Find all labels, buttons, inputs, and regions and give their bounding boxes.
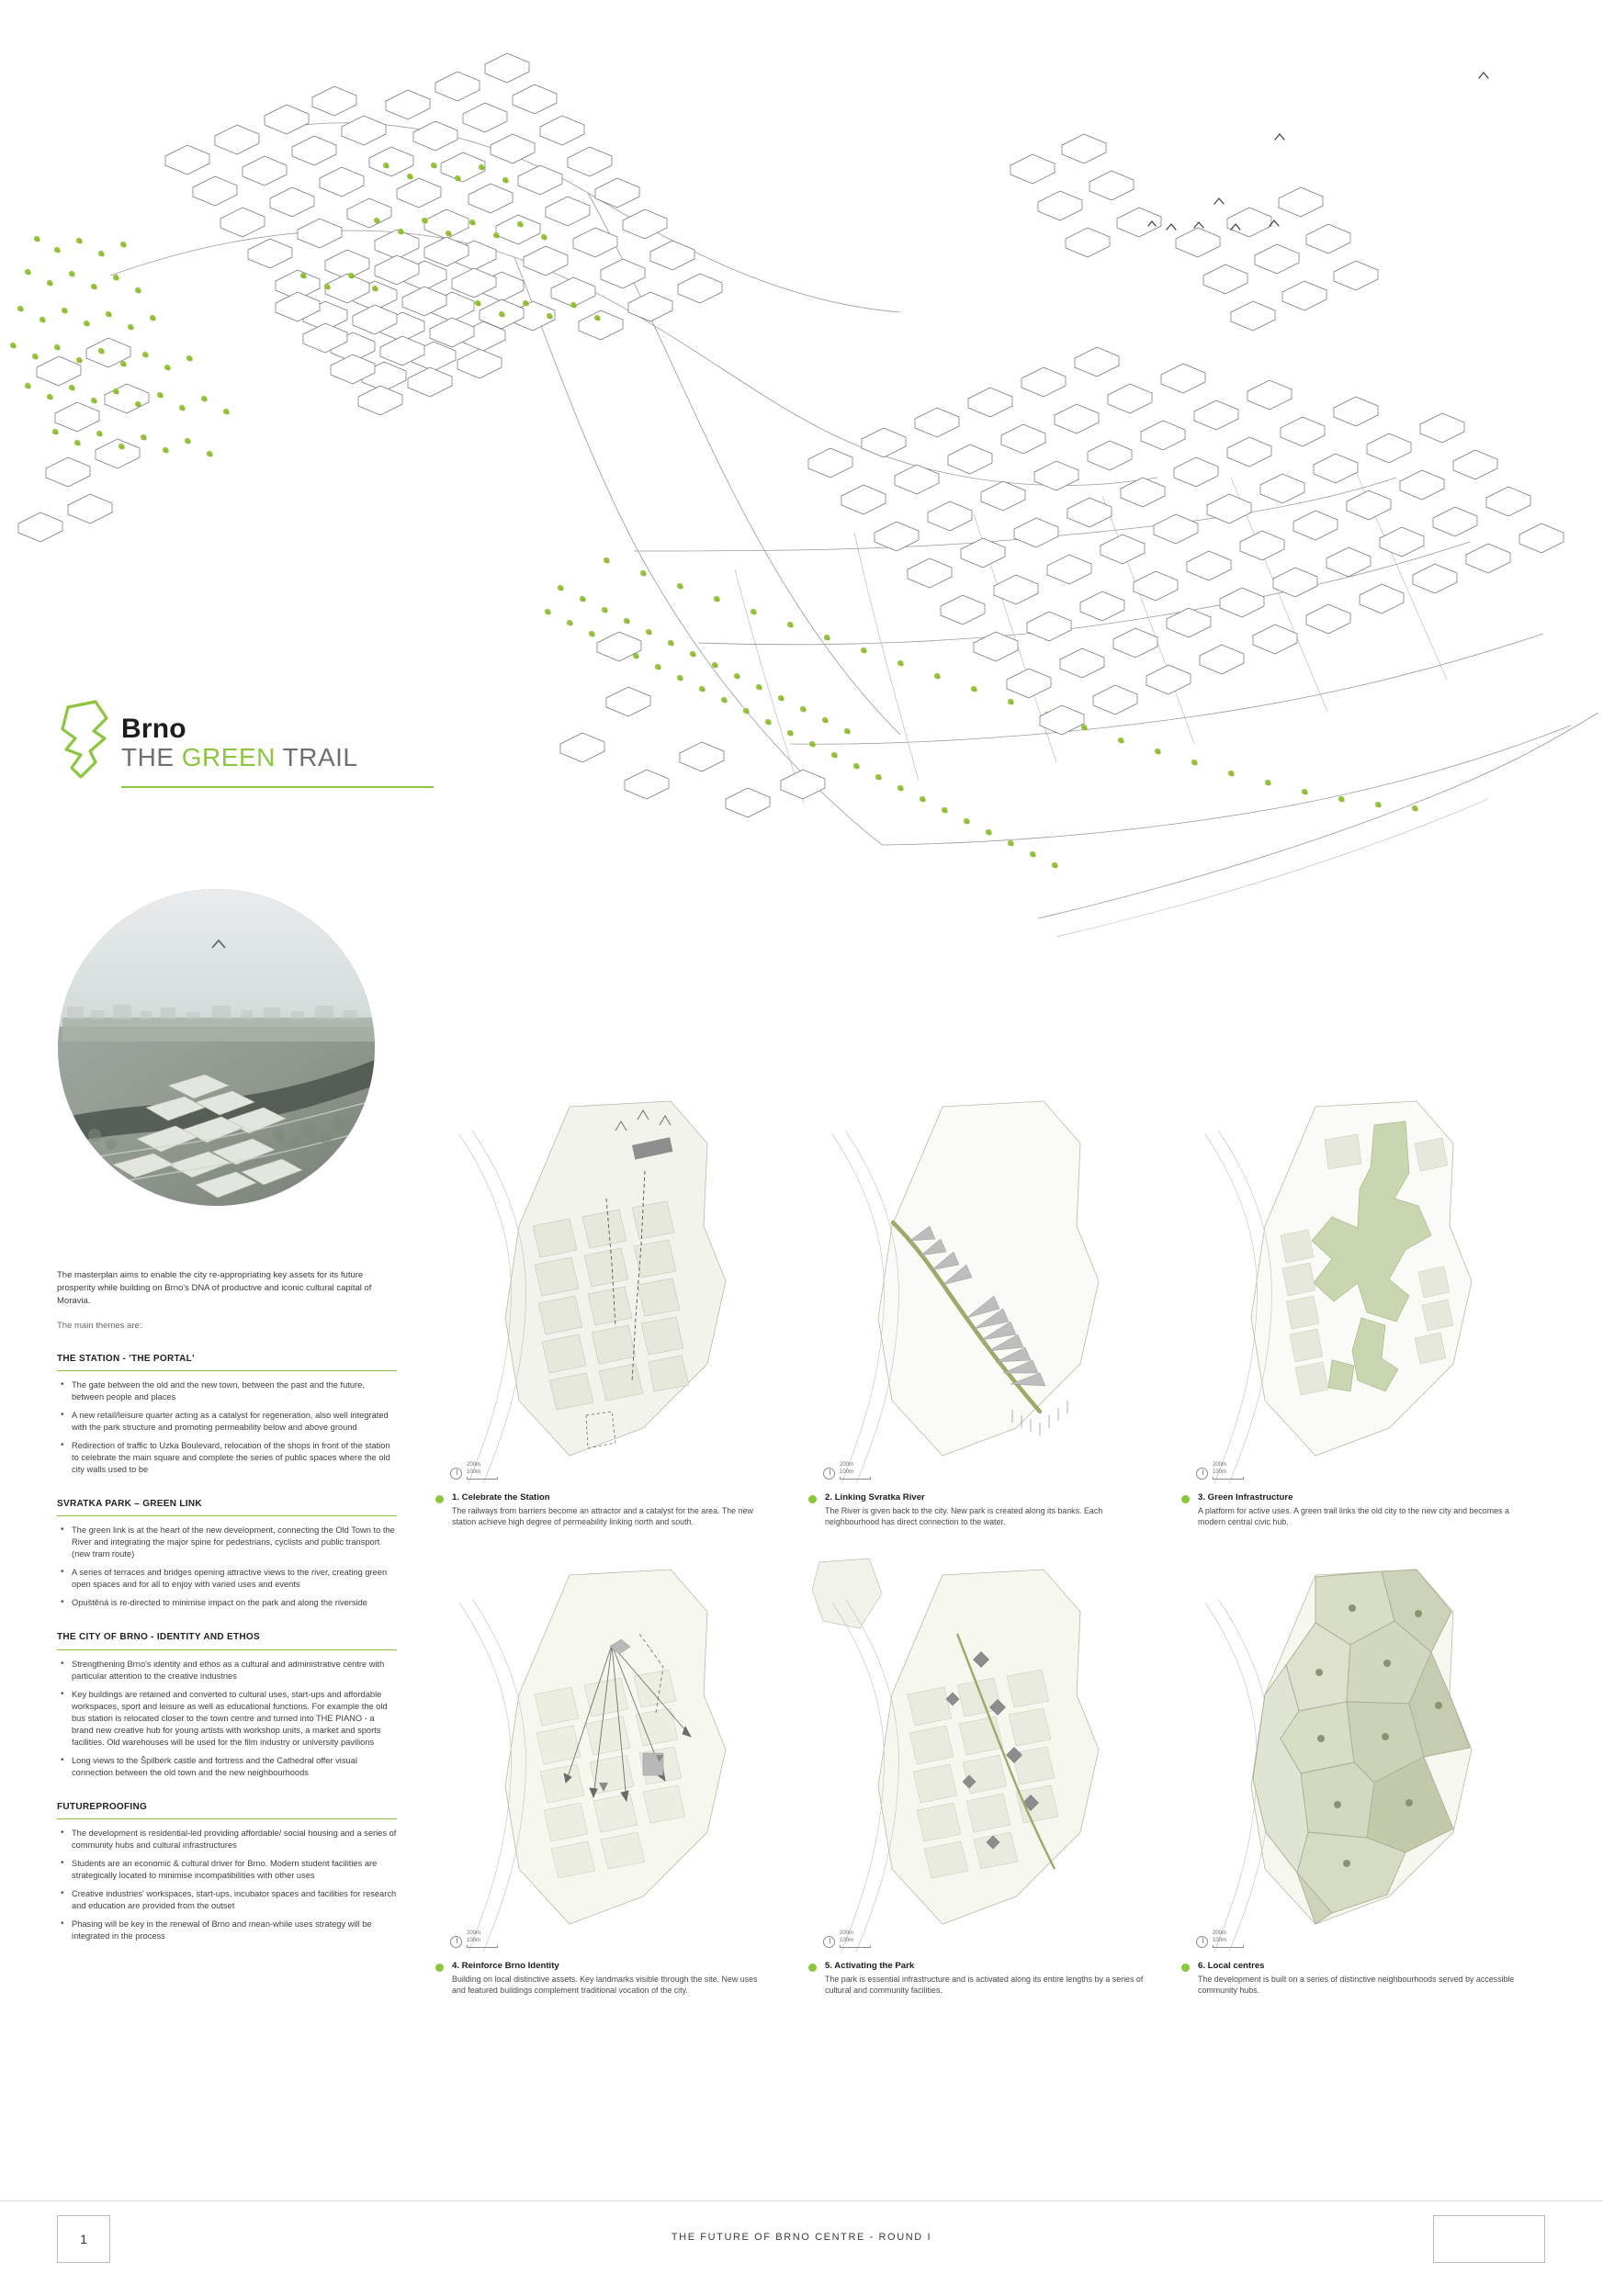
diagram-caption-2 [805, 1492, 1178, 1557]
caption-title: 4. Reinforce Brno Identity [452, 1961, 559, 1971]
bullet: • Opuštěná is re-directed to minimise impact on the park and along the riverside [72, 1597, 397, 1609]
north-arrow-icon [450, 1468, 462, 1480]
logo-trail: TRAIL [275, 743, 358, 772]
section-bullets [57, 1379, 397, 1476]
diagram-figure-3 [1178, 1088, 1551, 1492]
section-heading: THE STATION - 'THE PORTAL' [57, 1353, 397, 1371]
scale-values: 200m 100m [467, 1930, 498, 1948]
diagram-row-2 [432, 1557, 1552, 2025]
north-arrow-icon [1196, 1468, 1208, 1480]
aerial-photo-circle [58, 889, 375, 1206]
diagram-caption-5 [805, 1961, 1178, 2025]
bullet-dot-icon [1181, 1495, 1190, 1503]
bullet: • The green link is at the heart of the new development, connecting the Old Town to the River and integrating the major spine for pedestrians, cyclists and public transport (new tram route) [72, 1525, 397, 1560]
logo-green: GREEN [181, 743, 276, 772]
bullet-dot-icon [1181, 1964, 1190, 1972]
bullet: • The gate between the old and the new town, between the past and the future, between people and places [72, 1379, 397, 1403]
aerial-axonometric-masterplan [0, 0, 1603, 974]
diagram-row-1 [432, 1088, 1552, 1557]
section-svratka-park [57, 1498, 397, 1609]
description-column [57, 1269, 397, 1964]
diagram-figure-5 [805, 1557, 1178, 1961]
scale-ruler [1213, 1477, 1244, 1480]
caption-body: The River is given back to the city. New park is created along its banks. Each neighbourhood has direct connection to the water. [825, 1506, 1103, 1527]
diagram-caption-1 [432, 1492, 805, 1557]
bullet: • Key buildings are retained and converted to cultural uses, start-ups and affordable workspaces, sport and leisure as well as educational functions. For example the old bus station is relocated closer to the town centre and turned into THE PIANO - a brand new creative hub for young artists with workshop units, a market and sports facilities. Old warehouses will be used for the film industry or university pavilions [72, 1689, 397, 1749]
section-heading: SVRATKA PARK – GREEN LINK [57, 1498, 397, 1516]
section-heading: FUTUREPROOFING [57, 1801, 397, 1819]
section-bullets [57, 1828, 397, 1942]
themes-lead: The main themes are: [57, 1321, 142, 1332]
scale-bar-4 [450, 1930, 498, 1948]
intro-paragraph: The masterplan aims to enable the city re-appropriating key assets for its future prosperity while building on Brno's DNA of productive and iconic cultural capital of Moravia. [57, 1270, 372, 1306]
bullet: • Strengthening Brno's identity and ethos as a cultural and administrative centre with particular attention to the creative industries [72, 1659, 397, 1683]
footer-title: THE FUTURE OF BRNO CENTRE - ROUND I [671, 2232, 932, 2243]
scale-bar-2 [823, 1462, 871, 1480]
scale-bar-6 [1196, 1930, 1244, 1948]
caption-title: 6. Local centres [1198, 1961, 1265, 1971]
bullet-dot-icon [808, 1964, 817, 1972]
scale-values: 200m 100m [840, 1930, 871, 1948]
bullet: • A new retail/leisure quarter acting as a catalyst for regeneration, also well integrated with the park structure and promoting permeability below and above ground [72, 1410, 397, 1434]
scale-values: 200m 100m [1213, 1930, 1244, 1948]
scale-bar-3 [1196, 1462, 1244, 1480]
section-futureproofing [57, 1801, 397, 1942]
diagram-cell-1 [432, 1088, 805, 1557]
north-arrow-icon [823, 1468, 835, 1480]
diagram-caption-4 [432, 1961, 805, 2025]
bullet: • The development is residential-led providing affordable/ social housing and a series of community hubs and cultural infrastructures [72, 1828, 397, 1851]
north-arrow-icon [1196, 1936, 1208, 1948]
diagram-figure-6 [1178, 1557, 1551, 1961]
caption-body: The railways from barriers become an attractor and a catalyst for the area. The new station achieve high degree of permeability linking north and south. [452, 1506, 753, 1527]
bullet-dot-icon [435, 1495, 444, 1503]
footer-divider [0, 2200, 1603, 2201]
footer-right-box [1433, 2215, 1545, 2263]
caption-title: 5. Activating the Park [825, 1961, 915, 1971]
bullet: • Students are an economic & cultural driver for Brno. Modern student facilities are strategically located to minimise incompatibilities with other uses [72, 1858, 397, 1882]
logo-brand: Brno [121, 714, 186, 744]
scale-values: 200m 100m [467, 1462, 498, 1480]
section-city-identity [57, 1631, 397, 1778]
caption-body: The development is built on a series of distinctive neighbourhoods served by accessible community hubs. [1198, 1975, 1515, 1996]
caption-title: 3. Green Infrastructure [1198, 1492, 1293, 1503]
diagram-figure-1 [432, 1088, 805, 1492]
scale-values: 200m 100m [1213, 1462, 1244, 1480]
bullet-dot-icon [435, 1964, 444, 1972]
caption-body: Building on local distinctive assets. Key landmarks visible through the site. New uses and featured buildings complement traditional vocation of the city. [452, 1975, 758, 1996]
bullet: • Phasing will be key in the renewal of Brno and mean-while uses strategy will be integrated in the process [72, 1919, 397, 1942]
scale-ruler [1213, 1945, 1244, 1948]
section-bullets [57, 1525, 397, 1609]
bullet-dot-icon [808, 1495, 817, 1503]
section-bullets [57, 1659, 397, 1779]
page-number: 1 [80, 2232, 87, 2246]
section-station [57, 1353, 397, 1476]
caption-body: The park is essential infrastructure and is activated along its entire lengths by a series of cultural and community facilities. [825, 1975, 1144, 1996]
diagram-cell-3 [1178, 1088, 1551, 1557]
scale-bar-5 [823, 1930, 871, 1948]
section-heading: THE CITY OF BRNO - IDENTITY AND ETHOS [57, 1631, 397, 1649]
diagram-cell-4 [432, 1557, 805, 2025]
logo-underline [121, 786, 434, 788]
logo-subtitle [121, 744, 357, 771]
diagram-cell-5 [805, 1557, 1178, 2025]
diagram-caption-3 [1178, 1492, 1551, 1557]
brno-outline-icon [53, 698, 110, 790]
diagram-figure-4 [432, 1557, 805, 1961]
bullet: • A series of terraces and bridges opening attractive views to the river, creating green open spaces and for all to enjoy with varied uses and events [72, 1567, 397, 1591]
caption-title: 2. Linking Svratka River [825, 1492, 925, 1503]
diagram-cell-2 [805, 1088, 1178, 1557]
caption-title: 1. Celebrate the Station [452, 1492, 550, 1503]
bullet: • Redirection of traffic to Uzka Boulevard, relocation of the shops in front of the station to celebrate the main square and complete the series of public spaces where the old city walls used to be [72, 1440, 397, 1476]
scale-values: 200m 100m [840, 1462, 871, 1480]
caption-body: A platform for active uses. A green trail links the old city to the new city and becomes a modern central civic hub. [1198, 1506, 1509, 1527]
concept-diagram-grid [432, 1088, 1552, 2025]
diagram-figure-2 [805, 1088, 1178, 1492]
scale-bar-1 [450, 1462, 498, 1480]
north-arrow-icon [823, 1936, 835, 1948]
scale-ruler [467, 1945, 498, 1948]
diagram-caption-6 [1178, 1961, 1551, 2025]
logo-the: THE [121, 743, 182, 772]
diagram-cell-6 [1178, 1557, 1551, 2025]
scale-ruler [840, 1945, 871, 1948]
bullet: • Creative industries' workspaces, start-ups, incubator spaces and facilities for research and education are provided from the outset [72, 1888, 397, 1912]
scale-ruler [467, 1477, 498, 1480]
north-arrow-icon [450, 1936, 462, 1948]
bullet: • Long views to the Špilberk castle and fortress and the Cathedral offer visual connection between the old town and the new neighbourhoods [72, 1755, 397, 1779]
project-logo [53, 698, 439, 817]
scale-ruler [840, 1477, 871, 1480]
